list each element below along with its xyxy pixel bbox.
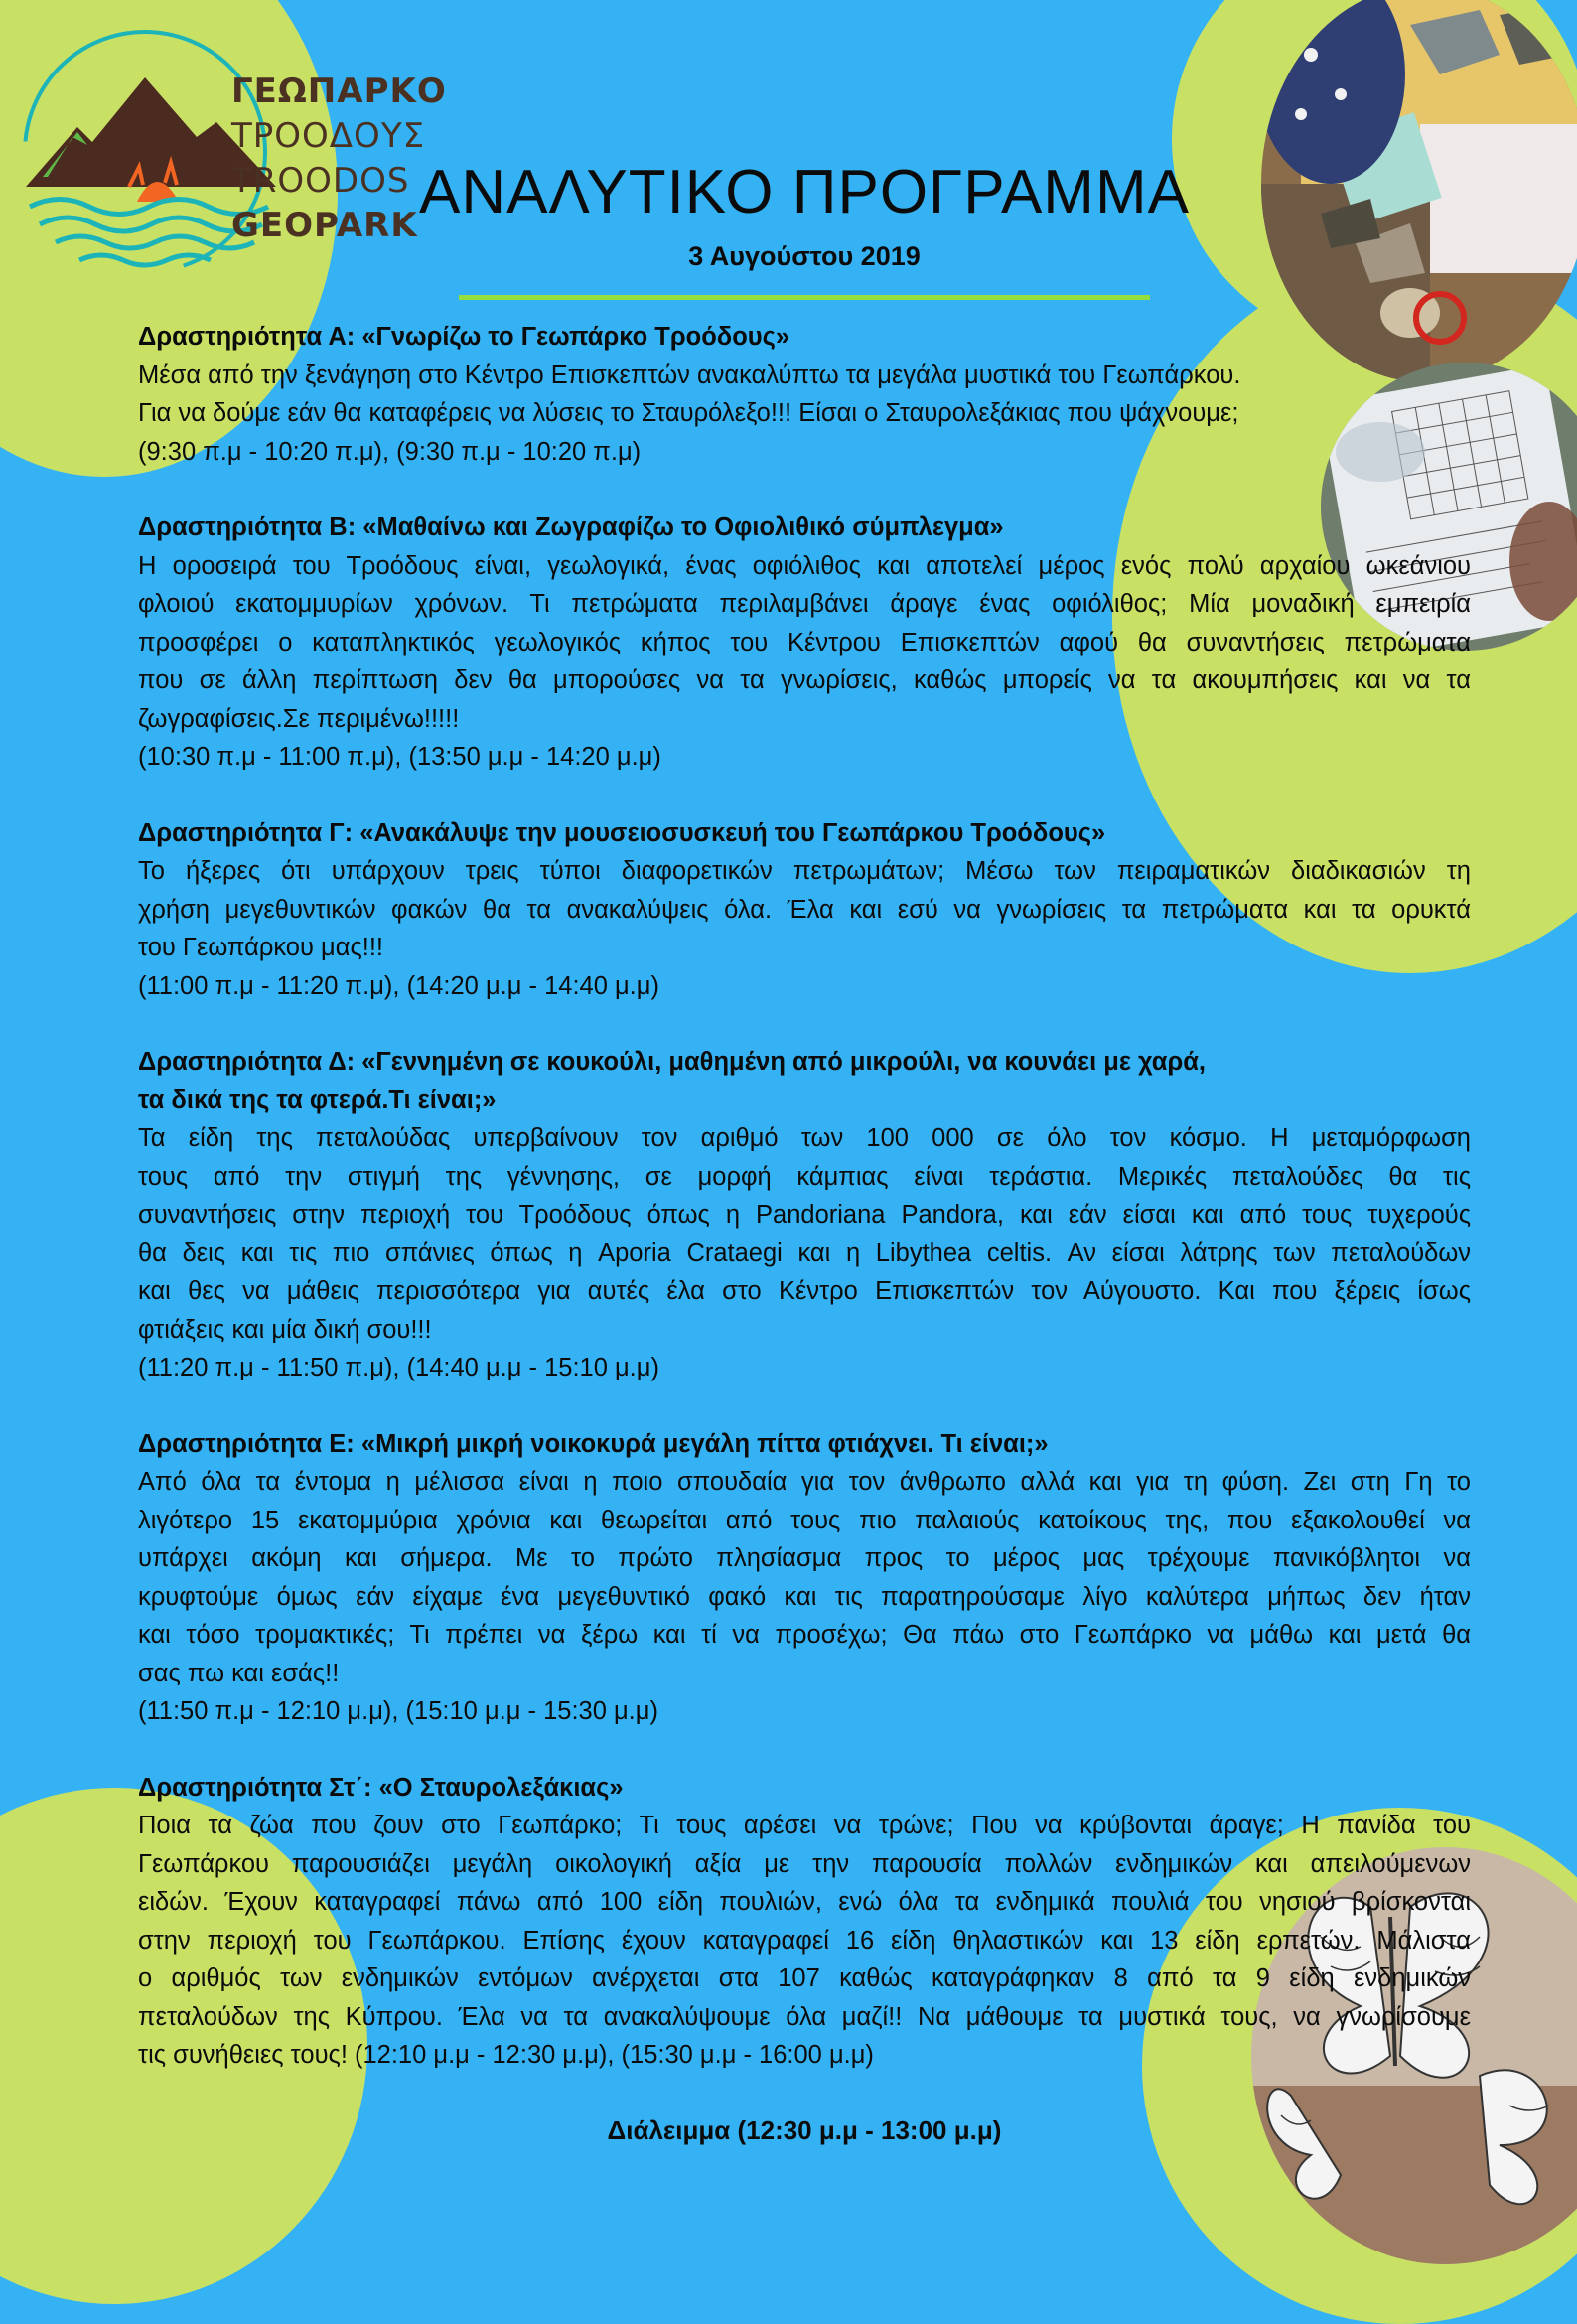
title-divider — [459, 295, 1150, 300]
activity-text-line: και τόσο τρομακτικές; Τι πρέπει να ξέρω και τί να προσέχω; Θα πάω στο Γεωπάρκο να μάθω και μετά θα — [138, 1621, 1471, 1649]
activity-heading: τα δικά της τα φτερά.Τι είναι;» — [138, 1086, 497, 1114]
activity-text-line: Από όλα τα έντομα η μέλισσα είναι η ποιο σπουδαία για τον άνθρωπο αλλά και για τη φύση. Ζει στη Γη το — [138, 1468, 1471, 1496]
activity-text-line: Το ήξερες ότι υπάρχουν τρεις τύποι διαφορετικών πετρωμάτων; Μέσω των πειραματικών διαδικασιών τη — [138, 857, 1471, 885]
activity-heading: Δραστηριότητα Γ: «Ανακάλυψε την μουσειοσυσκευή του Γεωπάρκου Τροόδους» — [138, 818, 1106, 847]
activity-text-line: σας πω και εσάς!! — [138, 1659, 340, 1687]
activity-block — [138, 1387, 1471, 1731]
logo-latin-bold: GEOPARK — [231, 206, 418, 245]
activity-text-line: συναντήσεις στην περιοχή του Τροόδους όπως η Pandoriana Pandora, και εάν είσαι και από τους τυχερούς — [138, 1201, 1471, 1229]
activity-heading: Δραστηριότητα Ε: «Μικρή μικρή νοικοκυρά μεγάλη πίττα φτιάχνει. Τι είναι;» — [138, 1429, 1049, 1458]
activity-spacer — [138, 777, 1471, 814]
logo-greek-rest: ΤΡΟΟΔΟΥΣ — [231, 116, 426, 156]
page-title: ΑΝΑΛΥΤΙΚΟ ΠΡΟΓΡΑΜΜΑ — [419, 158, 1190, 226]
logo-greek-bold: ΓΕΩΠΑΡΚΟ — [231, 72, 447, 111]
activity-spacer — [138, 1731, 1471, 1769]
activity-heading: Δραστηριότητα Β: «Μαθαίνω και Ζωγραφίζω το Οφιολιθικό σύμπλεγμα» — [138, 513, 1004, 541]
activity-text-line: που σε άλλη περίπτωση δεν θα μπορούσες να τα γνωρίσεις, καθώς μπορείς να τα ακουμπήσεις και να τα — [138, 666, 1471, 694]
logo-latin-start: TROODOS — [231, 161, 410, 201]
activity-text-line: ζωγραφίσεις.Σε περιμένω!!!!! — [138, 704, 460, 733]
activity-text-line: πεταλούδων της Κύπρου. Έλα να τα ανακαλύψουμε όλα μαζί!! Να μάθουμε τα μυστικά τους, να γνωρίσουμε — [138, 2002, 1471, 2031]
activity-heading: Δραστηριότητα Δ: «Γεννημένη σε κουκούλι, μαθημένη από μικρούλι, να κουνάει με χαρά, — [138, 1048, 1207, 1076]
activity-text-line: στην περιοχή του Γεωπάρκου. Επίσης έχουν καταγραφεί 16 είδη θηλαστικών και 13 είδη ερπετών. Μάλιστα — [138, 1926, 1471, 1955]
activity-text-line: ο αριθμός των ενδημικών εντόμων ανέρχεται στα 107 καθώς καταγράφηκαν 8 από τα 9 είδη ενδημικών — [138, 1964, 1471, 1992]
activity-text-line: χρήση μεγεθυντικών φακών θα τα ανακαλύψεις όλα. Έλα και εσύ να γνωρίσεις τα πετρώματα και τα ορυκτά — [138, 895, 1471, 924]
activity-block — [138, 1005, 1471, 1387]
activity-spacer — [138, 471, 1471, 508]
activity-text-line: του Γεωπάρκου μας!!! — [138, 934, 383, 961]
activities-list — [138, 318, 1471, 2075]
activity-time: (11:50 π.μ - 12:10 μ.μ), (15:10 μ.μ - 15:30 μ.μ) — [138, 1697, 658, 1725]
activity-text-line: λιγότερο 15 εκατομμύρια χρόνια και θεωρείται από τους πιο παλαιούς κατοίκους της, που εξακολουθεί να — [138, 1506, 1471, 1534]
activity-time: (10:30 π.μ - 11:00 π.μ), (13:50 μ.μ - 14:20 μ.μ) — [138, 743, 661, 771]
activity-block — [138, 777, 1471, 1006]
program-date: 3 Αυγούστου 2019 — [688, 241, 921, 271]
activity-heading: Δραστηριότητα Στ΄: «Ο Σταυρολεξάκιας» — [138, 1773, 624, 1802]
activity-block — [138, 471, 1471, 777]
activity-text-line: τις συνήθειες τους! (12:10 μ.μ - 12:30 μ.μ), (15:30 μ.μ - 16:00 μ.μ) — [138, 2041, 874, 2069]
activity-text-line: ειδών. Έχουν καταγραφεί πάνω από 100 είδη πουλιών, ενώ όλα τα ενδημικά πουλιά του νησιού βρίσκονται — [138, 1888, 1471, 1916]
activity-text-line: φτιάξεις και μία δική σου!!! — [138, 1315, 432, 1344]
activity-time: (11:00 π.μ - 11:20 π.μ), (14:20 μ.μ - 14:40 μ.μ) — [138, 971, 659, 1000]
activity-text-line: τους από την στιγμή της γέννησης, σε μορφή κάμπιας είναι τεράστια. Μερικές πεταλούδες θα τις — [138, 1162, 1471, 1191]
activity-text-line: θα δεις και τις πιο σπάνιες όπως η Aporia Crataegi και η Libythea celtis. Αν είσαι λάτρης των πεταλούδων — [138, 1238, 1471, 1267]
activity-text-line: Μέσα από την ξενάγηση στο Κέντρο Επισκεπτών ανακαλύπτω τα μεγάλα μυστικά του Γεωπάρκου. — [138, 361, 1241, 389]
activity-text-line: Γεωπάρκου παρουσιάζει μεγάλη οικολογική αξία με την παρουσία πολλών ενδημικών και απειλούμενων — [138, 1849, 1471, 1878]
activity-block — [138, 1731, 1471, 2075]
activity-spacer — [138, 1387, 1471, 1425]
activity-text-line: φλοιού εκατομμυρίων χρόνων. Τι πετρώματα περιλαμβάνει άραγε ένας οφιόλιθος; Μία μοναδική εμπειρία — [138, 590, 1471, 618]
activity-time: (9:30 π.μ - 10:20 π.μ), (9:30 π.μ - 10:20 π.μ) — [138, 437, 642, 466]
activity-text-line: Τα είδη της πεταλούδας υπερβαίνουν τον αριθμό των 100 000 σε όλο τον κόσμο. Η μεταμόρφωση — [138, 1124, 1471, 1152]
activity-time: (11:20 π.μ - 11:50 π.μ), (14:40 μ.μ - 15:10 μ.μ) — [138, 1354, 659, 1381]
activity-text-line: Ποια τα ζώα που ζουν στο Γεωπάρκο; Τι τους αρέσει να τρώνε; Που να κρύβονται άραγε; Η πανίδα του — [138, 1812, 1471, 1839]
activity-heading: Δραστηριότητα Α: «Γνωρίζω το Γεωπάρκο Τροόδους» — [138, 323, 790, 351]
activity-text-line: Η οροσειρά του Τροόδους είναι, γεωλογικά, ένας οφιόλιθος και αποτελεί μέρος ενός πολύ αρχαίου ωκεάνιου — [138, 551, 1471, 580]
activity-block — [138, 318, 1471, 471]
activity-text-line: κρυφτούμε όμως εάν είχαμε ένα μεγεθυντικό φακό και τις παρατηρούσαμε λίγο καλύτερα μήπως δεν ήταν — [138, 1582, 1471, 1611]
break-time: Διάλειμμα (12:30 μ.μ - 13:00 μ.μ) — [607, 2115, 1002, 2145]
activity-text-line: προσφέρει ο καταπληκτικός γεωλογικός κήπος του Κέντρου Επισκεπτών αφού θα συναντήσεις πετρώματα — [138, 628, 1471, 656]
activity-text-line: υπάρχει ακόμη και σήμερα. Με το πρώτο πλησίασμα προς το μέρος μας τρέχουμε πανικόβλητοι να — [138, 1544, 1471, 1572]
activity-text-line: Για να δούμε εάν θα καταφέρεις να λύσεις το Σταυρόλεξο!!! Είσαι ο Σταυρολεξάκιας που ψάχνουμε; — [138, 399, 1239, 427]
activity-spacer — [138, 1005, 1471, 1043]
activity-text-line: και θες να μάθεις περισσότερα για αυτές έλα στο Κέντρο Επισκεπτών τον Αύγουστο. Και που ξέρεις ίσως — [138, 1277, 1471, 1305]
